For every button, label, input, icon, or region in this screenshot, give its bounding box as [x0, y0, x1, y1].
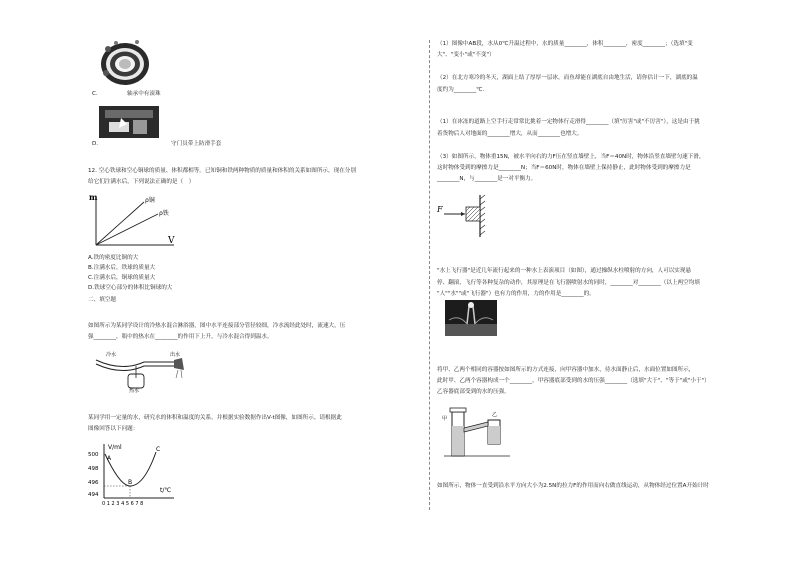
container-a-label: 甲 — [442, 416, 448, 422]
option-c-caption: 轴承中有滚珠 — [127, 91, 161, 97]
r7-text-line1: 如图所示，物体一直受到沿水平方向大小为2.5N的拉力F的作用而向右做直线运动，从物体经过位置A开始计时 — [437, 483, 709, 489]
r1-text-line2: 大"、"变小"或"不变"） — [437, 52, 495, 58]
option-d-caption: 守门员带上防滑手套 — [171, 141, 222, 147]
q12-text-line2: 给它们注满水后，下列说法正确的是（ ） — [88, 179, 195, 185]
container-b-label: 乙 — [492, 412, 498, 418]
option-c-label: C. — [92, 91, 98, 97]
shower-hot-label: 热水 — [129, 388, 140, 394]
vt-point-a: A — [107, 455, 112, 462]
r5-text-line2: 停、翻滚、飞行等各种复杂的动作，其原理是在飞行器喷射水的同时，________对________（以上两空均填 — [437, 280, 700, 286]
r5-text-line1: "水上飞行器"是近几年流行起来的一种水上表演项目（如图），通过操纵水柱喷射的方向，人可以实现悬 — [437, 268, 692, 274]
r6-text-line1: 将甲、乙两个相同的容器按如图所示的方式连接，向甲容器中加水，待水面静止后，水面位置如图所示， — [437, 367, 695, 373]
graph1-iron-label: ρ铁 — [159, 210, 169, 217]
q12-option-a: A.铁的密度比铜的大 — [88, 255, 139, 261]
vt-xlabel: t/℃ — [160, 487, 172, 494]
q12-text-line1: 12. 空心铁球和空心铜球的质量、体积都相等。已知铜和铁两种物质的质量和体积的关系如图所示，现在分别 — [88, 168, 356, 174]
volume-temperature-graph — [86, 440, 178, 506]
fill1-text-line1: 如图所示为某同学设计的冷热水混合淋浴器，图中水平连接部分管径较细，冷水流经此处时，流速大，压 — [88, 323, 346, 329]
fill2-text-line1: 某同学用一定量的水，研究水的体积和温度的关系，并根据实验数据作出V-t图像，如图所示。请根据此 — [88, 415, 342, 421]
shower-cold-label: 冷水 — [106, 352, 117, 358]
option-d-label: D. — [92, 141, 99, 147]
goalkeeper-glove-image — [99, 106, 159, 138]
force-wall-diagram — [436, 193, 492, 239]
r6-text-line2: 此时甲、乙两个容器构成一个________，甲容器底部受到的水的压强________（选填"大于"、"等于"或"小于"） — [437, 378, 710, 384]
r4-text-line2: 这时物体受到的摩擦力是________N；当F＝60N时，物体在墙壁上保持静止，此时物体受到的摩擦力是 — [437, 165, 691, 171]
q12-option-b: B.注满水后，铁球的质量大 — [88, 265, 156, 271]
vt-ytick-494: 494 — [88, 492, 99, 498]
vt-ytick-500: 500 — [88, 452, 99, 458]
ball-bearing-image — [92, 33, 154, 89]
r2-text-line2: 度约为________℃. — [437, 87, 485, 93]
r4-text-line1: （3）如图所示，物体重15N，被水平向右的力F压在竖直墙壁上，当F＝40N时，物体沿竖直墙壁匀速下滑， — [437, 154, 705, 160]
r3-text-line2: 着货物后人对地面的________增大，从而________也增大。 — [437, 131, 583, 137]
vt-xticks: 0 1 2 3 4 5 6 7 8 — [102, 501, 144, 506]
vt-point-c: C — [156, 446, 161, 453]
force-label: F — [437, 205, 443, 214]
section-heading-fill: 二、填空题 — [88, 297, 116, 303]
r2-text-line1: （2）在北方寒冷的冬天，湖面上结了厚厚一层冰，而鱼却能在湖底自由地生活，请你估计一下，湖底的温 — [437, 75, 698, 81]
connected-containers-diagram — [440, 402, 516, 458]
graph1-xlabel: V — [168, 236, 175, 246]
shower-mixer-diagram — [92, 348, 192, 394]
vt-ylabel: V/ml — [108, 444, 122, 451]
mass-volume-graph — [88, 190, 180, 250]
q12-option-d: D.铁球空心部分的体积比铜球的大 — [88, 285, 173, 291]
water-jetpack-photo — [445, 300, 497, 336]
graph1-ylabel: m — [89, 192, 98, 202]
q12-option-c: C.注满水后，铜球的质量大 — [88, 275, 156, 281]
vt-ytick-498: 498 — [88, 466, 99, 472]
vt-ytick-496: 496 — [88, 480, 99, 486]
column-divider — [429, 40, 430, 510]
r4-text-line3: ________N，与________是一对平衡力。 — [437, 176, 537, 182]
r3-text-line1: （1）在冰冻的道路上空手行走常常比挑着一定物体行走滑得________（填"厉害"或"不厉害"），这是由于挑 — [437, 119, 700, 125]
r1-text-line1: （1）图像中AB段，水从0℃升温过程中，水的质量________，体积________，密度________；（选填"变 — [437, 41, 693, 47]
shower-out-label: 出水 — [170, 352, 181, 358]
graph1-copper-label: ρ铜 — [145, 197, 155, 204]
fill2-text-line2: 图像回答以下问题： — [88, 426, 139, 432]
vt-point-b: B — [128, 479, 133, 486]
r5-text-line3: "人""水""或"飞行器"）也有力的作用，力的作用是________的。 — [437, 291, 595, 297]
r6-text-line3: 乙容器底部受到的水的压强。 — [437, 389, 510, 395]
fill1-text-line2: 强________，瓶中的热水在________的作用下上升，与冷水混合得到温水。 — [88, 334, 273, 340]
